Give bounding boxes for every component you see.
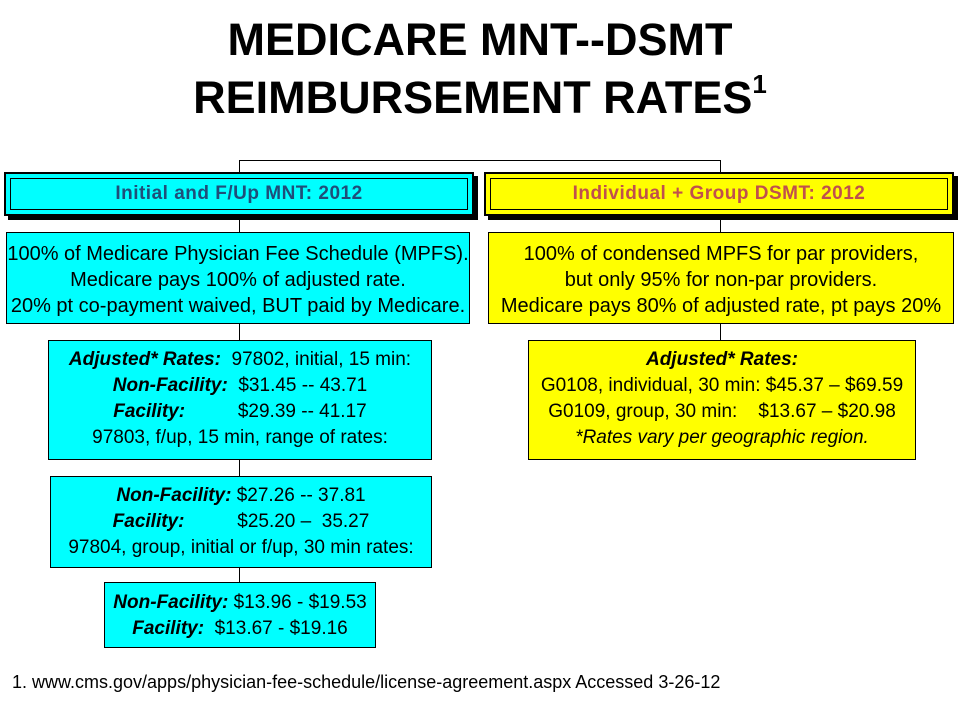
connector-right-1	[720, 216, 721, 232]
dsmt-rates-label: Adjusted* Rates:	[645, 349, 799, 370]
mnt-initial-rates-box	[48, 340, 432, 460]
connector-left-3	[239, 460, 240, 476]
mnt-header-label: Initial and F/Up MNT: 2012	[115, 183, 363, 204]
connector-left-top	[239, 160, 240, 172]
mnt-group-nonfacility-line: Non-Facility: $13.96 - $19.53	[113, 592, 367, 613]
mnt-followup-nonfacility-line: Non-Facility: $27.26 -- 37.81	[116, 485, 366, 506]
mnt-initial-rates-line-1: Adjusted* Rates: 97802, initial, 15 min:	[68, 349, 412, 370]
mnt-policy-line-3: 20% pt co-payment waived, BUT paid by Medicare.	[10, 295, 466, 317]
mnt-header	[4, 172, 474, 216]
connector-right-top	[720, 160, 721, 172]
page-title-line-2	[0, 69, 960, 124]
connector-right-2	[720, 324, 721, 340]
mnt-followup-facility-line: Facility: $25.20 – 35.27	[112, 511, 370, 532]
mnt-followup-line: 97803, f/up, 15 min, range of rates:	[92, 427, 388, 448]
mnt-policy-line-1: 100% of Medicare Physician Fee Schedule (MPFS).	[7, 243, 469, 265]
connector-left-1	[239, 216, 240, 232]
dsmt-header	[484, 172, 954, 216]
mnt-policy-box	[6, 232, 470, 324]
footnote: 1. www.cms.gov/apps/physician-fee-schedule/license-agreement.aspx Accessed 3-26-12	[12, 672, 721, 692]
mnt-group-rates-box	[104, 582, 376, 648]
dsmt-policy-box	[488, 232, 954, 324]
mnt-initial-nonfacility-line: Non-Facility: $31.45 -- 43.71	[112, 375, 368, 396]
mnt-followup-rates-box	[50, 476, 432, 568]
page-title	[0, 14, 960, 66]
connector-top-horizontal	[239, 160, 721, 161]
title-line-1: MEDICARE MNT--DSMT	[227, 14, 733, 65]
dsmt-region-note: *Rates vary per geographic region.	[575, 427, 869, 448]
dsmt-policy-line-2: but only 95% for non-par providers.	[564, 269, 878, 291]
mnt-group-facility-line: Facility: $13.67 - $19.16	[132, 618, 348, 639]
dsmt-header-label: Individual + Group DSMT: 2012	[572, 183, 866, 204]
connector-left-4	[239, 568, 240, 582]
dsmt-rates-box	[528, 340, 916, 460]
dsmt-policy-line-3: Medicare pays 80% of adjusted rate, pt pays 20%	[500, 295, 942, 317]
mnt-policy-line-2: Medicare pays 100% of adjusted rate.	[70, 269, 406, 291]
mnt-initial-facility-line: Facility: $29.39 -- 41.17	[113, 401, 367, 422]
title-line-2: REIMBURSEMENT RATES	[193, 72, 753, 123]
connector-left-2	[239, 324, 240, 340]
dsmt-individual-line: G0108, individual, 30 min: $45.37 – $69.59	[540, 375, 904, 396]
title-footnote-marker: 1	[752, 69, 767, 99]
dsmt-group-line: G0109, group, 30 min: $13.67 – $20.98	[548, 401, 896, 422]
dsmt-policy-line-1: 100% of condensed MPFS for par providers,	[523, 243, 919, 265]
mnt-group-line: 97804, group, initial or f/up, 30 min rates:	[68, 537, 414, 558]
